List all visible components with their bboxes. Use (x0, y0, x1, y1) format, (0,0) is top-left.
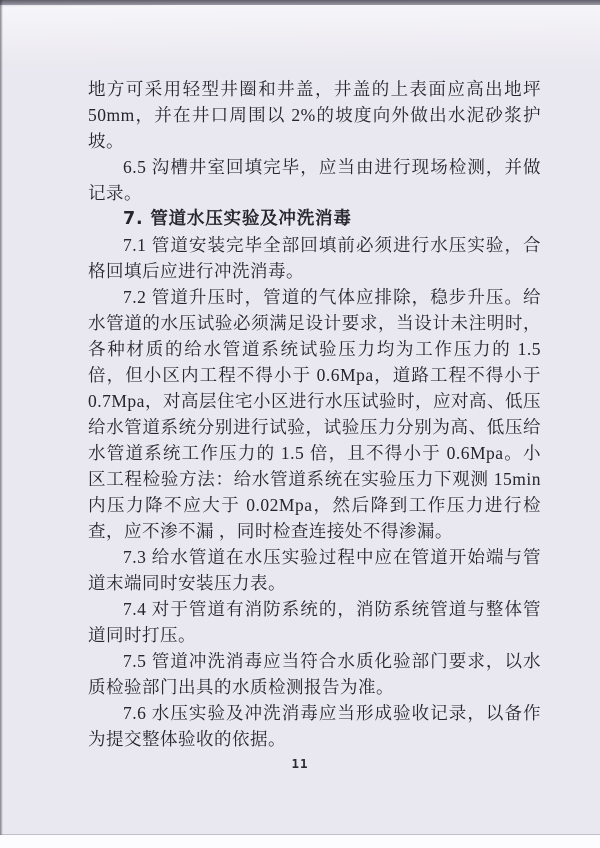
paragraph-6-5: 6.5 沟槽井室回填完毕，应当由进行现场检测，并做记录。 (88, 157, 541, 203)
paragraph-7-5: 7.5 管道冲洗消毒应当符合水质化验部门要求，以水质检验部门出具的水质检测报告为准。 (88, 651, 541, 697)
scan-top-highlight (0, 1, 600, 76)
section-heading-7: 7. 管道水压实验及冲洗消毒 (123, 209, 352, 229)
scan-top-edge (0, 0, 600, 5)
paragraph-7-4: 7.4 对于管道有消防系统的，消防系统管道与整体管道同时打压。 (88, 599, 541, 645)
page-number: 11 (291, 756, 309, 771)
paragraph-7-2: 7.2 管道升压时，管道的气体应排除，稳步升压。给水管道的水压试验必须满足设计要求，当设计未注明时，各种材质的给水管道系统试验压力均为工作压力的 1.5 倍，但小区内工程不得小于 0.6Mpa，道路工程不得小于 0.7Mpa，对高层住宅小区进行水压试验时，应对高、低压给水管道系统分别进行试验，试验压力分别为高、低压给水管道系统工作压力的 1.5 倍，且不得小于 0.6Mpa。小区工程检验方法：给水管道系统在实验压力下观测 15min 内压力降不应大于 0.02Mpa，然后降到工作压力进行检查，应不渗不漏 ，同时检查连接处不得渗漏。 (88, 287, 541, 541)
document-body (88, 76, 541, 752)
paragraph-7-6: 7.6 水压实验及冲洗消毒应当形成验收记录，以备作为提交整体验收的依据。 (88, 703, 541, 749)
scan-bottom-edge (0, 835, 600, 848)
paragraph-7-3: 7.3 给水管道在水压实验过程中应在管道开始端与管道末端同时安装压力表。 (88, 547, 541, 593)
paragraph-continuation: 地方可采用轻型井圈和井盖，井盖的上表面应高出地坪 50mm，并在井口周围以 2%的坡度向外做出水泥砂浆护坡。 (88, 79, 541, 151)
scan-left-edge (0, 0, 3, 848)
paragraph-7-1: 7.1 管道安装完毕全部回填前必须进行水压实验，合格回填后应进行冲洗消毒。 (88, 235, 541, 281)
